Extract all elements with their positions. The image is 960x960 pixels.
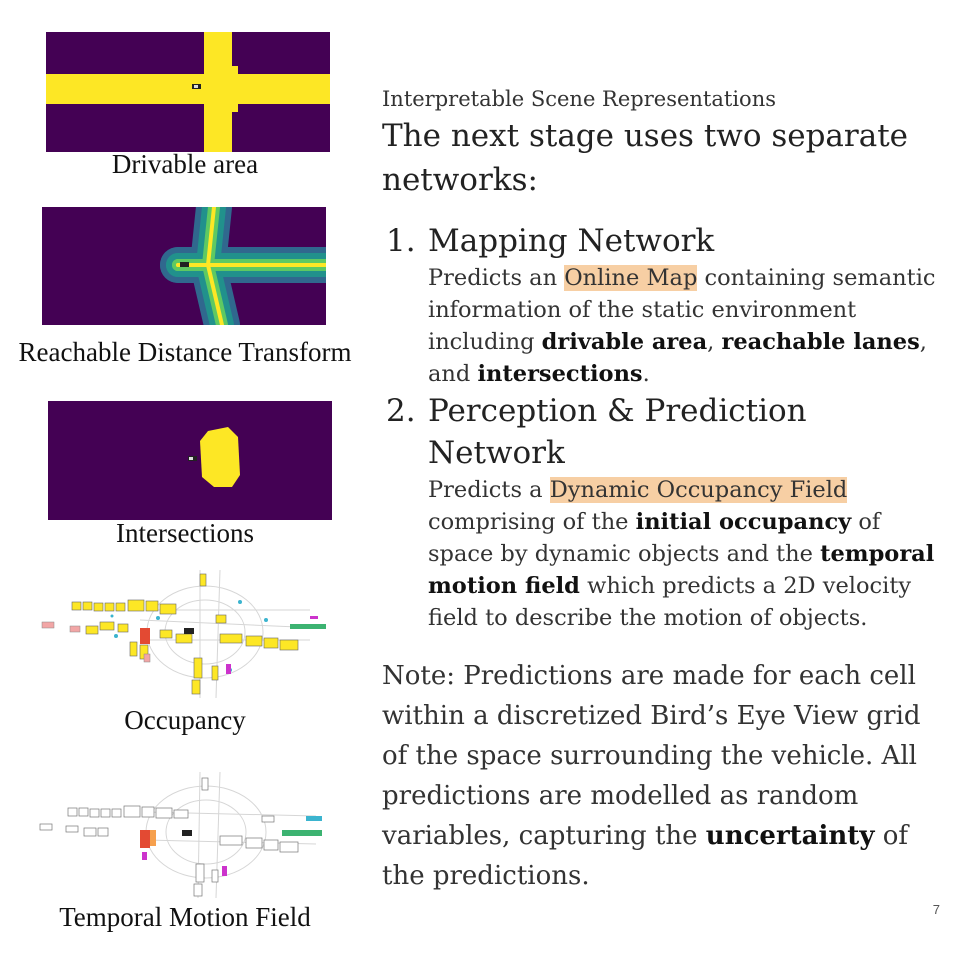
drivable-area-map [46, 32, 330, 152]
bold-reachable-lanes: reachable lanes [721, 329, 920, 355]
item-title: Perception & Prediction Network [428, 393, 807, 471]
bold-initial-occupancy: initial occupancy [635, 509, 852, 535]
intersections-map [48, 401, 332, 520]
temporal-motion-caption: Temporal Motion Field [59, 902, 311, 932]
bold-drivable-area: drivable area [541, 329, 708, 355]
list-number: 1. [386, 223, 416, 259]
network-list [382, 220, 942, 634]
list-number: 2. [386, 393, 416, 429]
temporal-motion-map [36, 772, 330, 898]
intersections-caption: Intersections [116, 518, 254, 548]
occupancy-map [40, 570, 330, 698]
item-body: Predicts an Online Map containing semantic information of the static environment including drivable area, reachable lanes, and intersections. [428, 265, 936, 387]
occupancy-caption: Occupancy [124, 705, 246, 735]
bold-temporal-motion-field: temporal motion field [428, 541, 935, 599]
reachable-distance-caption: Reachable Distance Transform [18, 337, 352, 367]
bold-intersections: intersections [477, 361, 643, 387]
note-paragraph: Note: Predictions are made for each cell within a discretized Bird’s Eye View grid of the space surrounding the vehicle. All predictions are modelled as random variables, capturing the uncertainty of the predictions. [382, 661, 921, 891]
slide-headline: The next stage uses two separate networks: [382, 118, 909, 198]
slide-subtitle: Interpretable Scene Representations [382, 87, 776, 111]
highlight-dynamic-occupancy-field: Dynamic Occupancy Field [549, 477, 848, 503]
text-column [382, 84, 942, 896]
item-title: Mapping Network [428, 223, 715, 259]
reachable-distance-map [42, 207, 326, 325]
item-body: Predicts a Dynamic Occupancy Field comprising of the initial occupancy of space by dynamic objects and the temporal motion field which predicts a 2D velocity field to describe the motion of objects. [428, 477, 935, 631]
list-item-mapping-network [382, 220, 942, 390]
bold-uncertainty: uncertainty [705, 821, 875, 851]
drivable-area-caption: Drivable area [111, 149, 259, 179]
page-number: 7 [932, 902, 940, 917]
list-item-perception-network [382, 390, 942, 634]
highlight-online-map: Online Map [564, 265, 698, 291]
figure-column [0, 0, 370, 960]
